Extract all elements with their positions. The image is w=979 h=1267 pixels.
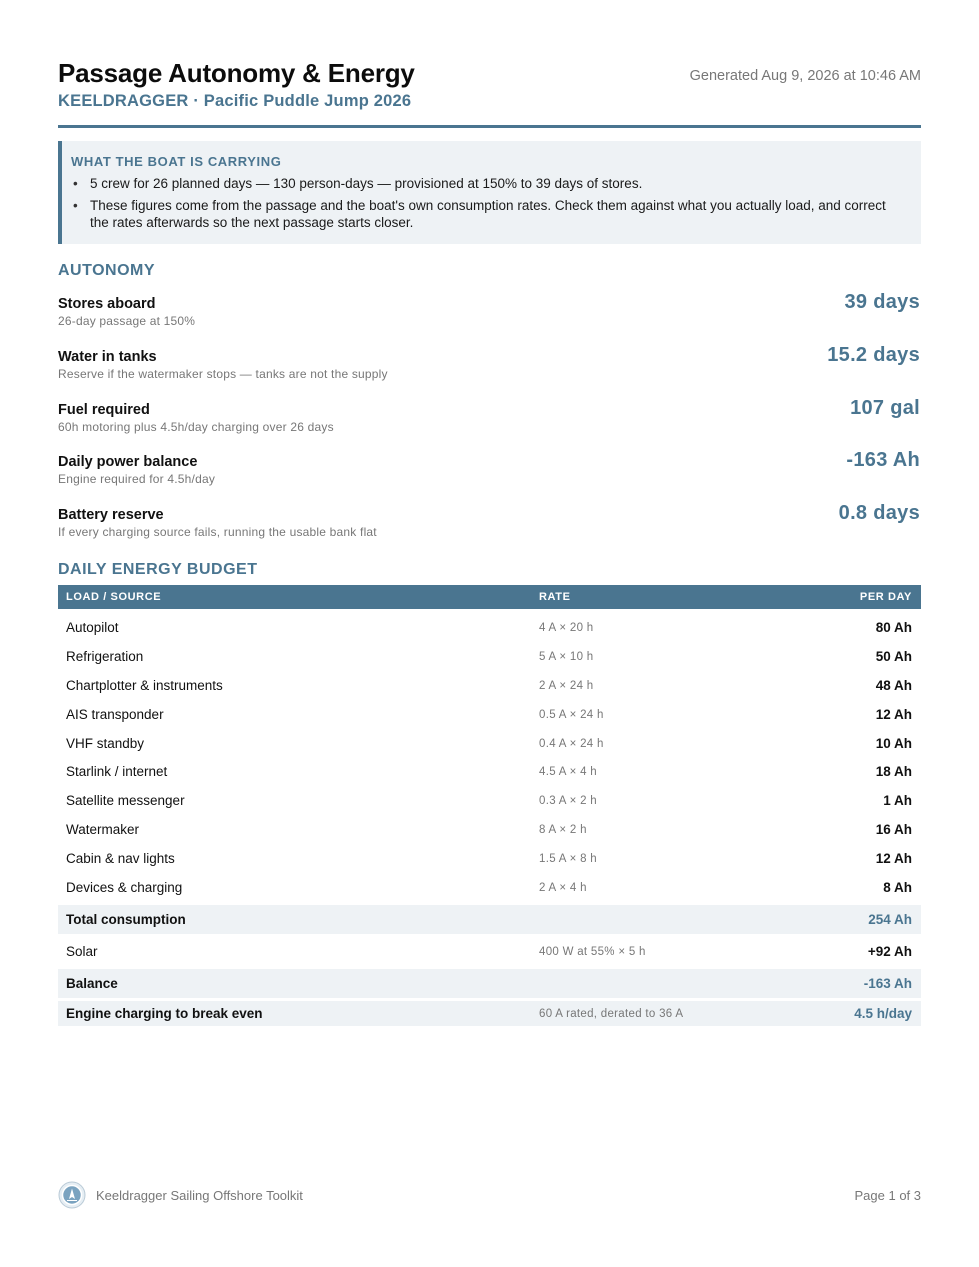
- balance-row: [58, 969, 921, 998]
- metric-fuel: [58, 397, 921, 446]
- column-header-load: LOAD / SOURCE: [66, 591, 162, 603]
- load-name: VHF standby: [66, 735, 145, 751]
- table-row: [58, 700, 921, 729]
- carrying-callout: [58, 141, 921, 244]
- metric-value: 107 gal: [850, 397, 920, 419]
- page-number: Page 1 of 3: [854, 1188, 921, 1203]
- table-row: [58, 844, 921, 873]
- load-per-day: 48 Ah: [875, 677, 912, 693]
- table-row: [58, 873, 921, 902]
- metric-label: Fuel required: [58, 402, 150, 418]
- energy-budget-table: [58, 585, 921, 1026]
- callout-item: • 5 crew for 26 planned days — 130 person-days — provisioned at 150% to 39 days of stores.: [71, 175, 905, 192]
- load-per-day: 18 Ah: [875, 764, 912, 780]
- total-value: 254 Ah: [868, 911, 912, 927]
- load-per-day: 50 Ah: [875, 648, 912, 664]
- metric-description: Reserve if the watermaker stops — tanks are not the supply: [58, 367, 388, 381]
- load-name: Starlink / internet: [66, 764, 168, 780]
- load-rate: 2 A × 24 h: [539, 679, 594, 692]
- load-name: Watermaker: [66, 822, 140, 838]
- page-title: Passage Autonomy & Energy: [58, 58, 415, 88]
- load-rate: 4 A × 20 h: [539, 622, 594, 634]
- load-rate: 8 A × 2 h: [539, 824, 587, 837]
- source-per-day: +92 Ah: [867, 943, 912, 959]
- engine-label: Engine charging to break even: [66, 1005, 263, 1021]
- metric-stores: [58, 291, 921, 340]
- page-subtitle: KEELDRAGGER · Pacific Puddle Jump 2026: [58, 92, 412, 110]
- engine-row: [58, 1001, 921, 1026]
- table-row: [58, 786, 921, 815]
- load-per-day: 8 Ah: [883, 880, 912, 896]
- table-row: [58, 671, 921, 700]
- load-per-day: 10 Ah: [875, 735, 912, 751]
- table-row: [58, 815, 921, 844]
- autonomy-section-title: AUTONOMY: [58, 262, 156, 279]
- metric-value: 0.8 days: [838, 502, 920, 524]
- table-row: [58, 613, 921, 642]
- load-rate: 0.4 A × 24 h: [539, 737, 604, 750]
- table-row: [58, 729, 921, 758]
- load-name: Refrigeration: [66, 648, 144, 664]
- load-name: Chartplotter & instruments: [66, 677, 223, 693]
- load-name: Autopilot: [66, 620, 119, 635]
- footer-brand: Keeldragger Sailing Offshore Toolkit: [96, 1188, 303, 1203]
- load-name: Satellite messenger: [66, 793, 185, 809]
- metric-value: 15.2 days: [827, 344, 920, 366]
- callout-list: [71, 175, 905, 231]
- solar-row: [58, 937, 921, 966]
- load-per-day: 1 Ah: [883, 793, 912, 809]
- metric-label: Water in tanks: [58, 349, 157, 365]
- table-header: [58, 585, 921, 609]
- metric-label: Stores aboard: [58, 296, 156, 312]
- load-per-day: 12 Ah: [875, 851, 912, 867]
- engine-rate: 60 A rated, derated to 36 A: [539, 1007, 684, 1020]
- page-footer: [58, 1181, 921, 1211]
- compass-logo-icon: [58, 1181, 86, 1209]
- metric-value: -163 Ah: [846, 449, 920, 471]
- metric-battery-reserve: [58, 502, 921, 551]
- table-row: [58, 757, 921, 786]
- metric-value: 39 days: [844, 291, 920, 313]
- load-rate: 2 A × 4 h: [539, 882, 587, 895]
- load-rate: 4.5 A × 4 h: [539, 766, 597, 779]
- load-name: Cabin & nav lights: [66, 851, 175, 867]
- load-name: AIS transponder: [66, 706, 164, 722]
- column-header-rate: RATE: [539, 591, 571, 603]
- metric-water: [58, 344, 921, 393]
- load-rate: 1.5 A × 8 h: [539, 853, 597, 866]
- source-name: Solar: [66, 943, 98, 959]
- metric-description: Engine required for 4.5h/day: [58, 472, 216, 486]
- callout-title: WHAT THE BOAT IS CARRYING: [71, 154, 282, 169]
- generated-timestamp: Generated Aug 9, 2026 at 10:46 AM: [689, 68, 921, 84]
- table-row: [58, 642, 921, 671]
- report-header: [58, 0, 921, 128]
- metric-label: Battery reserve: [58, 507, 164, 523]
- metric-description: 60h motoring plus 4.5h/day charging over 26 days: [58, 420, 334, 434]
- total-row: [58, 905, 921, 934]
- load-per-day: 16 Ah: [875, 822, 912, 838]
- load-rate: 5 A × 10 h: [539, 650, 594, 663]
- total-label: Total consumption: [66, 911, 186, 927]
- engine-value: 4.5 h/day: [854, 1005, 912, 1021]
- load-per-day: 80 Ah: [875, 620, 912, 635]
- load-rate: 0.3 A × 2 h: [539, 795, 597, 808]
- source-rate: 400 W at 55% × 5 h: [539, 945, 646, 958]
- metric-label: Daily power balance: [58, 454, 198, 470]
- metric-description: 26-day passage at 150%: [58, 314, 196, 328]
- balance-value: -163 Ah: [863, 975, 912, 991]
- balance-label: Balance: [66, 975, 118, 991]
- load-per-day: 12 Ah: [875, 706, 912, 722]
- load-rate: 0.5 A × 24 h: [539, 708, 604, 721]
- callout-item: • These figures come from the passage and the boat's own consumption rates. Check them against what you actually load, and correct the rates afterwards so the next passage starts closer.: [71, 197, 905, 231]
- load-name: Devices & charging: [66, 880, 183, 896]
- metric-description: If every charging source fails, running the usable bank flat: [58, 525, 377, 539]
- column-header-per-day: PER DAY: [859, 591, 912, 603]
- metric-power-balance: [58, 449, 921, 498]
- budget-section-title: DAILY ENERGY BUDGET: [58, 561, 258, 578]
